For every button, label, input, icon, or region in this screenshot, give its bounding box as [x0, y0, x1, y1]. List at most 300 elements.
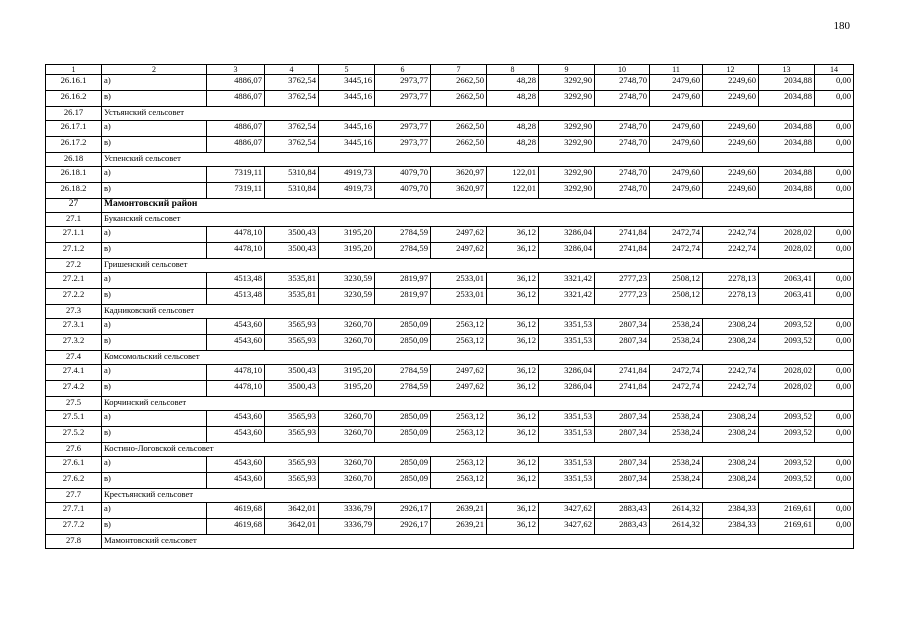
- value-cell: 2034,88: [759, 167, 815, 183]
- value-cell: 36,12: [487, 519, 539, 535]
- value-cell: 0,00: [815, 519, 854, 535]
- section-name: Успенский сельсовет: [102, 153, 854, 167]
- value-cell: 2497,62: [431, 243, 487, 259]
- section-code: 27.4: [46, 351, 102, 365]
- value-cell: 2538,24: [650, 427, 703, 443]
- value-cell: 3260,70: [319, 457, 375, 473]
- value-cell: 2308,24: [703, 335, 759, 351]
- row-code: 27.1.2: [46, 243, 102, 259]
- value-cell: 3292,90: [539, 183, 595, 199]
- value-cell: 2973,77: [375, 121, 431, 137]
- value-cell: 3620,97: [431, 167, 487, 183]
- section-row: [46, 153, 854, 167]
- row-label: а): [102, 167, 207, 183]
- section-row: [46, 107, 854, 121]
- value-cell: 3321,42: [539, 289, 595, 305]
- value-cell: 2034,88: [759, 91, 815, 107]
- section-row: [46, 443, 854, 457]
- value-cell: 0,00: [815, 137, 854, 153]
- value-cell: 3445,16: [319, 75, 375, 91]
- section-code: 27.3: [46, 305, 102, 319]
- value-cell: 2169,61: [759, 503, 815, 519]
- table-row: [46, 427, 854, 443]
- value-cell: 4619,68: [207, 519, 265, 535]
- value-cell: 4543,60: [207, 427, 265, 443]
- section-code: 27: [46, 199, 102, 213]
- value-cell: 2472,74: [650, 243, 703, 259]
- column-number-10: 10: [595, 65, 650, 75]
- value-cell: 36,12: [487, 365, 539, 381]
- value-cell: 2479,60: [650, 137, 703, 153]
- tariff-table: [45, 64, 854, 549]
- value-cell: 3286,04: [539, 243, 595, 259]
- value-cell: 36,12: [487, 273, 539, 289]
- row-code: 27.5.2: [46, 427, 102, 443]
- value-cell: 3762,54: [265, 121, 319, 137]
- table-row: [46, 243, 854, 259]
- value-cell: 2093,52: [759, 335, 815, 351]
- value-cell: 2093,52: [759, 473, 815, 489]
- value-cell: 2497,62: [431, 365, 487, 381]
- value-cell: 2034,88: [759, 183, 815, 199]
- section-code: 27.6: [46, 443, 102, 457]
- value-cell: 2308,24: [703, 411, 759, 427]
- value-cell: 2028,02: [759, 243, 815, 259]
- value-cell: 2278,13: [703, 289, 759, 305]
- value-cell: 2308,24: [703, 319, 759, 335]
- value-cell: 2741,84: [595, 243, 650, 259]
- value-cell: 3445,16: [319, 121, 375, 137]
- value-cell: 4478,10: [207, 227, 265, 243]
- value-cell: 0,00: [815, 319, 854, 335]
- value-cell: 3762,54: [265, 91, 319, 107]
- value-cell: 2748,70: [595, 167, 650, 183]
- value-cell: 3762,54: [265, 137, 319, 153]
- value-cell: 2563,12: [431, 427, 487, 443]
- value-cell: 48,28: [487, 137, 539, 153]
- value-cell: 3565,93: [265, 473, 319, 489]
- value-cell: 2639,21: [431, 519, 487, 535]
- section-name: Комсомольский сельсовет: [102, 351, 854, 365]
- value-cell: 4079,70: [375, 167, 431, 183]
- value-cell: 2472,74: [650, 381, 703, 397]
- value-cell: 122,01: [487, 167, 539, 183]
- value-cell: 0,00: [815, 411, 854, 427]
- value-cell: 4543,60: [207, 319, 265, 335]
- value-cell: 3286,04: [539, 365, 595, 381]
- section-row: [46, 305, 854, 319]
- value-cell: 3500,43: [265, 381, 319, 397]
- value-cell: 2807,34: [595, 473, 650, 489]
- value-cell: 3292,90: [539, 91, 595, 107]
- column-number-5: 5: [319, 65, 375, 75]
- value-cell: 2093,52: [759, 427, 815, 443]
- value-cell: 3336,79: [319, 519, 375, 535]
- value-cell: 0,00: [815, 227, 854, 243]
- value-cell: 36,12: [487, 503, 539, 519]
- value-cell: 3642,01: [265, 519, 319, 535]
- section-code: 27.5: [46, 397, 102, 411]
- section-code: 26.18: [46, 153, 102, 167]
- value-cell: 3195,20: [319, 381, 375, 397]
- value-cell: 3260,70: [319, 319, 375, 335]
- value-cell: 48,28: [487, 121, 539, 137]
- table-row: [46, 457, 854, 473]
- value-cell: 2926,17: [375, 519, 431, 535]
- value-cell: 2093,52: [759, 411, 815, 427]
- value-cell: 2479,60: [650, 183, 703, 199]
- row-label: а): [102, 365, 207, 381]
- value-cell: 4478,10: [207, 381, 265, 397]
- value-cell: 2034,88: [759, 75, 815, 91]
- value-cell: 0,00: [815, 503, 854, 519]
- value-cell: 2249,60: [703, 137, 759, 153]
- value-cell: 3351,53: [539, 319, 595, 335]
- value-cell: 3292,90: [539, 167, 595, 183]
- value-cell: 2508,12: [650, 289, 703, 305]
- value-cell: 2093,52: [759, 319, 815, 335]
- value-cell: 2614,32: [650, 503, 703, 519]
- value-cell: 3260,70: [319, 473, 375, 489]
- value-cell: 3445,16: [319, 91, 375, 107]
- value-cell: 4478,10: [207, 365, 265, 381]
- value-cell: 2538,24: [650, 319, 703, 335]
- value-cell: 3565,93: [265, 457, 319, 473]
- value-cell: 48,28: [487, 91, 539, 107]
- value-cell: 3336,79: [319, 503, 375, 519]
- value-cell: 2850,09: [375, 411, 431, 427]
- value-cell: 2249,60: [703, 91, 759, 107]
- value-cell: 3642,01: [265, 503, 319, 519]
- value-cell: 2563,12: [431, 319, 487, 335]
- value-cell: 36,12: [487, 319, 539, 335]
- section-name: Мамонтовский сельсовет: [102, 535, 854, 549]
- value-cell: 36,12: [487, 289, 539, 305]
- section-row: [46, 259, 854, 273]
- value-cell: 3351,53: [539, 427, 595, 443]
- value-cell: 2533,01: [431, 273, 487, 289]
- value-cell: 0,00: [815, 243, 854, 259]
- value-cell: 4543,60: [207, 473, 265, 489]
- row-code: 26.16.2: [46, 91, 102, 107]
- value-cell: 5310,84: [265, 183, 319, 199]
- value-cell: 3500,43: [265, 365, 319, 381]
- value-cell: 4543,60: [207, 335, 265, 351]
- section-code: 26.17: [46, 107, 102, 121]
- value-cell: 2093,52: [759, 457, 815, 473]
- row-label: в): [102, 183, 207, 199]
- district-name: Мамонтовский район: [102, 199, 854, 213]
- column-number-row: [46, 65, 854, 75]
- value-cell: 3427,62: [539, 503, 595, 519]
- row-label: а): [102, 227, 207, 243]
- table-row: [46, 365, 854, 381]
- value-cell: 3565,93: [265, 335, 319, 351]
- row-label: а): [102, 75, 207, 91]
- table-row: [46, 473, 854, 489]
- table-row: [46, 227, 854, 243]
- row-code: 27.7.1: [46, 503, 102, 519]
- section-code: 27.7: [46, 489, 102, 503]
- table-row: [46, 289, 854, 305]
- section-code: 27.2: [46, 259, 102, 273]
- value-cell: 3292,90: [539, 121, 595, 137]
- value-cell: 4886,07: [207, 75, 265, 91]
- row-label: а): [102, 503, 207, 519]
- value-cell: 2563,12: [431, 473, 487, 489]
- value-cell: 2973,77: [375, 75, 431, 91]
- row-code: 27.2.1: [46, 273, 102, 289]
- section-name: Устьянский сельсовет: [102, 107, 854, 121]
- row-label: в): [102, 519, 207, 535]
- value-cell: 0,00: [815, 183, 854, 199]
- value-cell: 0,00: [815, 91, 854, 107]
- value-cell: 2777,23: [595, 289, 650, 305]
- value-cell: 2748,70: [595, 183, 650, 199]
- table-row: [46, 75, 854, 91]
- section-name: Крестьянский сельсовет: [102, 489, 854, 503]
- row-label: а): [102, 457, 207, 473]
- column-number-13: 13: [759, 65, 815, 75]
- value-cell: 2278,13: [703, 273, 759, 289]
- value-cell: 2308,24: [703, 473, 759, 489]
- row-label: в): [102, 473, 207, 489]
- section-name: Гришенский сельсовет: [102, 259, 854, 273]
- value-cell: 3500,43: [265, 227, 319, 243]
- value-cell: 2850,09: [375, 473, 431, 489]
- value-cell: 2063,41: [759, 289, 815, 305]
- value-cell: 4079,70: [375, 183, 431, 199]
- value-cell: 3260,70: [319, 427, 375, 443]
- value-cell: 2807,34: [595, 411, 650, 427]
- section-name: Корчинский сельсовет: [102, 397, 854, 411]
- value-cell: 2748,70: [595, 137, 650, 153]
- section-name: Костино-Логовской сельсовет: [102, 443, 854, 457]
- row-code: 27.4.1: [46, 365, 102, 381]
- value-cell: 3500,43: [265, 243, 319, 259]
- value-cell: 2538,24: [650, 335, 703, 351]
- value-cell: 2034,88: [759, 137, 815, 153]
- row-code: 27.5.1: [46, 411, 102, 427]
- value-cell: 2563,12: [431, 457, 487, 473]
- value-cell: 2741,84: [595, 381, 650, 397]
- value-cell: 3230,59: [319, 289, 375, 305]
- value-cell: 4919,73: [319, 167, 375, 183]
- value-cell: 2850,09: [375, 427, 431, 443]
- value-cell: 2538,24: [650, 457, 703, 473]
- value-cell: 36,12: [487, 427, 539, 443]
- row-code: 26.18.1: [46, 167, 102, 183]
- value-cell: 2497,62: [431, 227, 487, 243]
- table-body: [46, 65, 854, 549]
- value-cell: 5310,84: [265, 167, 319, 183]
- value-cell: 36,12: [487, 335, 539, 351]
- column-number-3: 3: [207, 65, 265, 75]
- table-row: [46, 411, 854, 427]
- value-cell: 0,00: [815, 473, 854, 489]
- value-cell: 2784,59: [375, 365, 431, 381]
- value-cell: 3286,04: [539, 381, 595, 397]
- section-row: [46, 351, 854, 365]
- value-cell: 2662,50: [431, 75, 487, 91]
- value-cell: 3535,81: [265, 273, 319, 289]
- value-cell: 36,12: [487, 457, 539, 473]
- value-cell: 2384,33: [703, 519, 759, 535]
- value-cell: 2533,01: [431, 289, 487, 305]
- value-cell: 3351,53: [539, 411, 595, 427]
- value-cell: 2472,74: [650, 227, 703, 243]
- value-cell: 2662,50: [431, 91, 487, 107]
- value-cell: 3260,70: [319, 411, 375, 427]
- value-cell: 3260,70: [319, 335, 375, 351]
- value-cell: 2242,74: [703, 381, 759, 397]
- value-cell: 0,00: [815, 427, 854, 443]
- value-cell: 2819,97: [375, 289, 431, 305]
- value-cell: 3565,93: [265, 427, 319, 443]
- value-cell: 2249,60: [703, 121, 759, 137]
- value-cell: 2249,60: [703, 167, 759, 183]
- value-cell: 2614,32: [650, 519, 703, 535]
- row-code: 27.3.2: [46, 335, 102, 351]
- table-row: [46, 91, 854, 107]
- value-cell: 4543,60: [207, 411, 265, 427]
- value-cell: 0,00: [815, 335, 854, 351]
- value-cell: 2777,23: [595, 273, 650, 289]
- value-cell: 4543,60: [207, 457, 265, 473]
- row-code: 27.4.2: [46, 381, 102, 397]
- value-cell: 3292,90: [539, 75, 595, 91]
- value-cell: 2028,02: [759, 381, 815, 397]
- column-number-1: 1: [46, 65, 102, 75]
- value-cell: 0,00: [815, 121, 854, 137]
- row-label: в): [102, 243, 207, 259]
- value-cell: 2662,50: [431, 121, 487, 137]
- value-cell: 48,28: [487, 75, 539, 91]
- value-cell: 4886,07: [207, 137, 265, 153]
- table-row: [46, 137, 854, 153]
- value-cell: 2807,34: [595, 319, 650, 335]
- value-cell: 2308,24: [703, 457, 759, 473]
- section-row: [46, 213, 854, 227]
- value-cell: 0,00: [815, 365, 854, 381]
- value-cell: 2242,74: [703, 227, 759, 243]
- value-cell: 36,12: [487, 227, 539, 243]
- section-code: 27.1: [46, 213, 102, 227]
- value-cell: 2850,09: [375, 319, 431, 335]
- value-cell: 7319,11: [207, 167, 265, 183]
- column-number-2: 2: [102, 65, 207, 75]
- value-cell: 2249,60: [703, 75, 759, 91]
- column-number-12: 12: [703, 65, 759, 75]
- value-cell: 2883,43: [595, 503, 650, 519]
- value-cell: 0,00: [815, 289, 854, 305]
- column-number-4: 4: [265, 65, 319, 75]
- row-label: в): [102, 381, 207, 397]
- value-cell: 2028,02: [759, 365, 815, 381]
- table-row: [46, 183, 854, 199]
- value-cell: 2563,12: [431, 335, 487, 351]
- row-label: в): [102, 289, 207, 305]
- table-row: [46, 121, 854, 137]
- value-cell: 2028,02: [759, 227, 815, 243]
- row-code: 26.18.2: [46, 183, 102, 199]
- value-cell: 3620,97: [431, 183, 487, 199]
- value-cell: 4886,07: [207, 121, 265, 137]
- value-cell: 3230,59: [319, 273, 375, 289]
- district-row: [46, 199, 854, 213]
- section-row: [46, 489, 854, 503]
- value-cell: 4513,48: [207, 273, 265, 289]
- value-cell: 2850,09: [375, 335, 431, 351]
- section-name: Буканский сельсовет: [102, 213, 854, 227]
- value-cell: 2308,24: [703, 427, 759, 443]
- section-code: 27.8: [46, 535, 102, 549]
- column-number-11: 11: [650, 65, 703, 75]
- column-number-9: 9: [539, 65, 595, 75]
- value-cell: 2249,60: [703, 183, 759, 199]
- value-cell: 4619,68: [207, 503, 265, 519]
- value-cell: 2034,88: [759, 121, 815, 137]
- value-cell: 36,12: [487, 243, 539, 259]
- value-cell: 2819,97: [375, 273, 431, 289]
- value-cell: 2538,24: [650, 473, 703, 489]
- value-cell: 4886,07: [207, 91, 265, 107]
- row-label: в): [102, 137, 207, 153]
- value-cell: 2784,59: [375, 227, 431, 243]
- row-code: 27.7.2: [46, 519, 102, 535]
- value-cell: 2479,60: [650, 75, 703, 91]
- value-cell: 3445,16: [319, 137, 375, 153]
- value-cell: 2242,74: [703, 243, 759, 259]
- value-cell: 2807,34: [595, 335, 650, 351]
- row-label: в): [102, 91, 207, 107]
- row-code: 27.6.1: [46, 457, 102, 473]
- value-cell: 2784,59: [375, 381, 431, 397]
- value-cell: 3321,42: [539, 273, 595, 289]
- value-cell: 2662,50: [431, 137, 487, 153]
- value-cell: 3351,53: [539, 457, 595, 473]
- value-cell: 2748,70: [595, 121, 650, 137]
- row-label: а): [102, 319, 207, 335]
- value-cell: 36,12: [487, 381, 539, 397]
- value-cell: 2538,24: [650, 411, 703, 427]
- value-cell: 122,01: [487, 183, 539, 199]
- value-cell: 2479,60: [650, 91, 703, 107]
- value-cell: 36,12: [487, 411, 539, 427]
- value-cell: 3195,20: [319, 365, 375, 381]
- section-name: Кадниковский сельсовет: [102, 305, 854, 319]
- row-label: а): [102, 121, 207, 137]
- row-label: а): [102, 411, 207, 427]
- column-number-14: 14: [815, 65, 854, 75]
- value-cell: 2748,70: [595, 75, 650, 91]
- value-cell: 4513,48: [207, 289, 265, 305]
- value-cell: 3351,53: [539, 473, 595, 489]
- value-cell: 2472,74: [650, 365, 703, 381]
- table-row: [46, 519, 854, 535]
- value-cell: 2883,43: [595, 519, 650, 535]
- value-cell: 0,00: [815, 167, 854, 183]
- value-cell: 3565,93: [265, 411, 319, 427]
- value-cell: 0,00: [815, 273, 854, 289]
- value-cell: 4478,10: [207, 243, 265, 259]
- row-label: а): [102, 273, 207, 289]
- value-cell: 2807,34: [595, 427, 650, 443]
- value-cell: 3762,54: [265, 75, 319, 91]
- row-code: 26.17.2: [46, 137, 102, 153]
- table-row: [46, 381, 854, 397]
- value-cell: 2169,61: [759, 519, 815, 535]
